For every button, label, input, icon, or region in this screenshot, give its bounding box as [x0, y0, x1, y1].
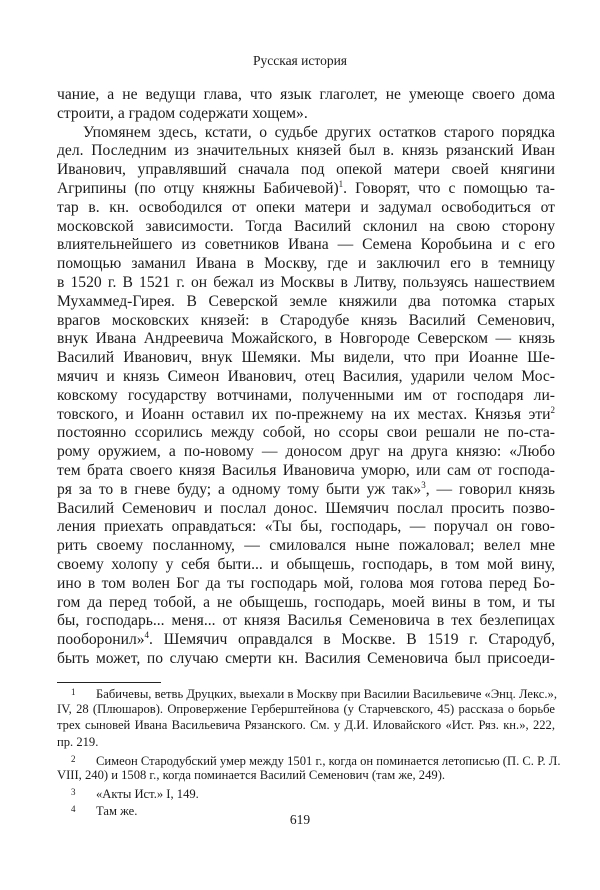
footnote-text: Там же. [96, 803, 138, 818]
footnote-ref: 3 [421, 479, 426, 490]
text-line [57, 518, 555, 537]
text-line [57, 462, 555, 481]
text-line [57, 594, 555, 613]
text-segment: в 1520 г. В 1521 г. он бежал из Москвы в Литву, пользуясь нашествием [57, 273, 555, 291]
text-line [57, 575, 555, 594]
text-line [57, 481, 555, 500]
text-segment: дел. Последним из значительных князей был в. князь рязанский Иван [57, 142, 555, 160]
text-segment: Василий Семенович и послал донос. Шемячич послал просить позво- [57, 499, 555, 517]
text-segment: постоянно ссорились между собой, но ссоры свои решали не по-ста- [57, 424, 555, 442]
footnote-text: пр. 219. [57, 735, 99, 750]
footnote-text: VIII, 240) и 1508 г., когда поминается Василий Семенович (там же, 249). [57, 768, 446, 783]
text-line [57, 124, 555, 143]
text-line [57, 180, 555, 199]
footnote-line [57, 784, 555, 801]
footnote-line [57, 717, 555, 734]
text-line [57, 612, 555, 631]
text-line [57, 161, 555, 180]
text-line [57, 650, 555, 669]
footnote-line [57, 701, 555, 718]
text-line [57, 105, 555, 124]
footnote-text: Бабичевы, ветвь Друцких, выехали в Москву при Василии Васильевиче «Энц. Лекс.», [96, 687, 557, 701]
text-segment: Мухаммед-Гирея. В Северской земле княжили два потомка старых [57, 292, 555, 310]
text-segment: тар в. кн. освободился от опеки матери и задумал освободиться от [57, 198, 555, 216]
text-line [57, 218, 555, 237]
text-segment: рить своему посланному, — смиловался ныне пожаловал; велел мне [57, 537, 555, 555]
text-segment: чание, а не ведущи глава, что язык глаголет, не умеюще своего дома [57, 86, 555, 103]
text-line [57, 274, 555, 293]
text-segment: быть может, по случаю смерти кн. Василия Семеновича был присоеди- [57, 649, 555, 667]
text-segment: . Говорят, что с помощью та- [343, 179, 555, 197]
page-number: 619 [289, 812, 311, 827]
text-line [57, 236, 555, 255]
text-segment: ря за то в гневе буду; а одному тому быти уж так» [57, 480, 422, 498]
text-segment: бы, господарь... меня... от князя Василья Семеновича в тех безлепицах [57, 612, 555, 630]
footnote-number: 2 [71, 753, 76, 764]
text-segment: Иванович, управлявший сначала под опекой матери своей княгини [57, 161, 555, 179]
text-segment: Василий Иванович, внук Шемяки. Мы видели, что при Иоанне Ше- [57, 349, 555, 367]
body-text [57, 86, 555, 669]
text-line [57, 537, 555, 556]
footnote-divider [57, 682, 161, 683]
footnote-text: Симеон Стародубский умер между 1501 г., когда он поминается летописью (П. С. Р. Л. [96, 753, 561, 768]
text-segment: . Шемячич оправдался в Москве. В 1519 г. Стародуб, [149, 631, 555, 649]
text-segment: пооборонил» [57, 631, 145, 649]
text-line [57, 142, 555, 161]
footnote-line [57, 734, 555, 751]
text-line [57, 631, 555, 650]
footnote-ref: 2 [550, 404, 555, 415]
footnote-line [57, 684, 555, 701]
text-segment: врагов московских князей: в Стародубе князь Василий Семенович, [57, 311, 555, 329]
text-segment: ковскому государству вотчинами, полученными им от господаря ли- [57, 386, 555, 404]
text-segment: влиятельнейшего из советников Ивана — Семена Коробьина и с его [57, 236, 555, 254]
text-segment: тем брата своего князя Василья Ивановича уморю, или сам от господа- [57, 461, 555, 479]
text-segment: ино в том волен Бог да ты господарь мой, голова моя готова перед Бо- [57, 574, 555, 592]
text-line [57, 368, 555, 387]
text-segment: строити, а градом содержати хощем». [57, 104, 308, 122]
footnote-ref: 1 [338, 178, 344, 189]
footnote-line [57, 751, 561, 768]
text-segment: московской зависимости. Тогда Василий склонил на свою сторону [57, 217, 555, 235]
text-segment: своему холопу у себя быти... и обыщешь, господарь, в том мой вину, [57, 555, 555, 573]
text-line [57, 293, 555, 312]
text-segment: помощью заманил Ивана в Москву, где и заключил его в темницу [57, 255, 555, 273]
footnote-number: 3 [71, 787, 76, 798]
text-line [57, 312, 555, 331]
text-segment: товского, и Иоанн оставил их по-прежнему на их местах. Князья эти [57, 405, 551, 423]
text-line [57, 424, 555, 443]
text-line [57, 443, 555, 462]
footnote-text: «Акты Ист.» I, 149. [96, 787, 199, 802]
text-line [57, 500, 555, 519]
footnote-number: 4 [71, 803, 76, 814]
text-line [57, 255, 555, 274]
text-segment: внук Ивана Андреевича Можайского, в Новгороде Северском — князь [57, 330, 555, 348]
text-segment: Агрипины (по отцу княжны Бабичевой) [57, 179, 339, 197]
text-segment: Упомянем здесь, кстати, о судьбе других остатков старого порядка [83, 123, 555, 141]
footnotes [57, 684, 561, 818]
footnote-text: IV, 28 (Плюшаров). Опровержение Герберштейнова (у Старчевского, 45) рассказа о борьбе [57, 701, 555, 716]
text-line [57, 406, 555, 425]
text-line [57, 349, 555, 368]
text-segment: ления приехать оправдаться: «Ты бы, господарь, — поручал он гово- [57, 518, 555, 536]
footnote-ref: 4 [144, 630, 150, 641]
text-segment: , — говорил князь [425, 480, 555, 498]
footnote-line [57, 767, 555, 784]
footnote-text: трех сыновей Ивана Васильевича Рязанского. См. у Д.И. Иловайского «Ист. Ряз. кн.», 222, [57, 718, 555, 733]
text-line [57, 556, 555, 575]
text-line [57, 199, 555, 218]
footnote-number: 1 [71, 687, 76, 697]
text-line [57, 86, 555, 105]
text-segment: гом да перед тобой, а не обыщешь, господарь, моей вины в том, и ты [57, 593, 555, 611]
text-segment: рому оружием, а по-новому — доносом друг на друга князю: «Любо [57, 443, 555, 461]
text-segment: мячич и князь Симеон Иванович, отец Василия, ударили челом Мос- [57, 367, 555, 385]
text-line [57, 330, 555, 349]
text-line [57, 387, 555, 406]
running-title: Русская история [252, 53, 348, 68]
